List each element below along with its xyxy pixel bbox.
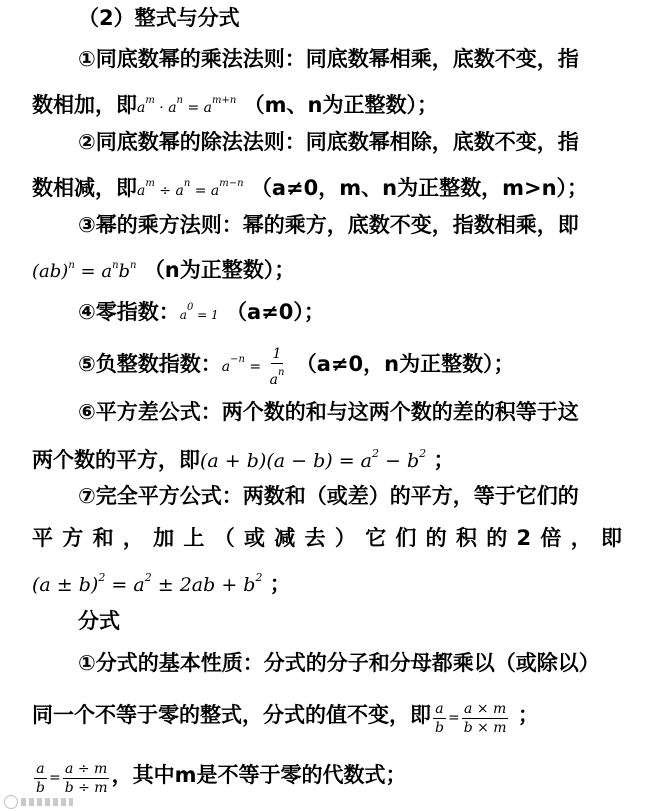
section-title: （2）整式与分式: [78, 6, 240, 30]
rule5-label: ⑤负整数指数：: [78, 352, 222, 376]
rule5-formula: $a^{-n}$ = $\frac{1}{a^n}$: [221, 346, 285, 388]
rule5-line: [78, 340, 515, 389]
frac1-line2: [32, 695, 539, 738]
frac1-line3: [32, 755, 406, 798]
rule2-formula: $a^m \div a^n = a^{m-n}$: [137, 178, 244, 199]
rule1-note: （m、n为正整数）；: [243, 93, 438, 117]
rule6-formula: $(a + b)(a - b) = a^2 - b^2$: [200, 447, 427, 472]
frac1-cont: 同一个不等于零的整式，分式的值不变，即: [32, 703, 431, 727]
fraction-title: 分式: [78, 609, 120, 633]
rule4-note: （a≠0）；: [225, 300, 325, 324]
frac1-formula-divide: $\frac{a}{b}$ = $\frac{a \div m}{b \div m}$: [36, 760, 108, 796]
rule2-note: （a≠0，m、n为正整数，m>n）；: [250, 176, 589, 200]
rule6-tail: ；: [433, 448, 455, 472]
rule1-label: ①同底数幂的乘法法则：同底数幂相乘，底数不变，指: [78, 47, 579, 71]
watermark-circle-icon: [4, 795, 18, 809]
rule7-tail: ；: [269, 572, 291, 596]
watermark-bar: [21, 798, 73, 806]
rule2-line2: [32, 169, 588, 206]
rule3-note: （n为正整数）；: [143, 258, 296, 282]
rule7-formula: $(a \pm b)^2 = a^2 \pm 2ab + b^2$: [32, 571, 263, 596]
rule1-cont: 数相加，即: [32, 93, 137, 117]
rule7-label: ⑦完全平方公式：两数和（或差）的平方，等于它们的: [78, 484, 579, 508]
rule7-line3: [32, 563, 291, 600]
rule6-line2: [32, 439, 454, 476]
rule3-line2: [32, 251, 295, 287]
rule4-line: [78, 293, 325, 330]
rule4-formula: $a^0 = 1$: [179, 302, 219, 322]
rule7-cont: 平方和，加上（或减去）它们的积的2倍，即: [32, 526, 622, 550]
rule3-formula: $(ab)^n = a^nb^n$: [32, 260, 137, 282]
frac1-last: ，其中m是不等于零的代数式；: [111, 763, 407, 787]
rule5-note: （a≠0，n为正整数）；: [295, 352, 515, 376]
frac1-tail: ；: [517, 703, 539, 727]
rule2-cont: 数相减，即: [32, 176, 137, 200]
fraction-1-over-a-n: $\frac{1}{a^n}$: [269, 346, 285, 388]
rule7-line2: [32, 523, 622, 553]
rule1-line2: [32, 86, 438, 123]
rule3-label: ③幂的乘方法则：幂的乘方，底数不变，指数相乘，即: [78, 213, 579, 237]
watermark-logo: [4, 795, 76, 809]
rule4-label: ④零指数：: [78, 300, 180, 324]
frac1-label: ①分式的基本性质：分式的分子和分母都乘以（或除以）: [78, 651, 600, 675]
frac1-formula-multiply: $\frac{a}{b}$ = $\frac{a \times m}{b \times m}$: [435, 700, 507, 736]
rule6-cont: 两个数的平方，即: [32, 448, 200, 472]
rule6-label: ⑥平方差公式：两个数的和与这两个数的差的积等于这: [78, 400, 579, 424]
rule2-label: ②同底数幂的除法法则：同底数幂相除，底数不变，指: [78, 130, 579, 154]
rule1-formula: $a^m \cdot a^n = a^{m+n}$: [137, 95, 237, 116]
